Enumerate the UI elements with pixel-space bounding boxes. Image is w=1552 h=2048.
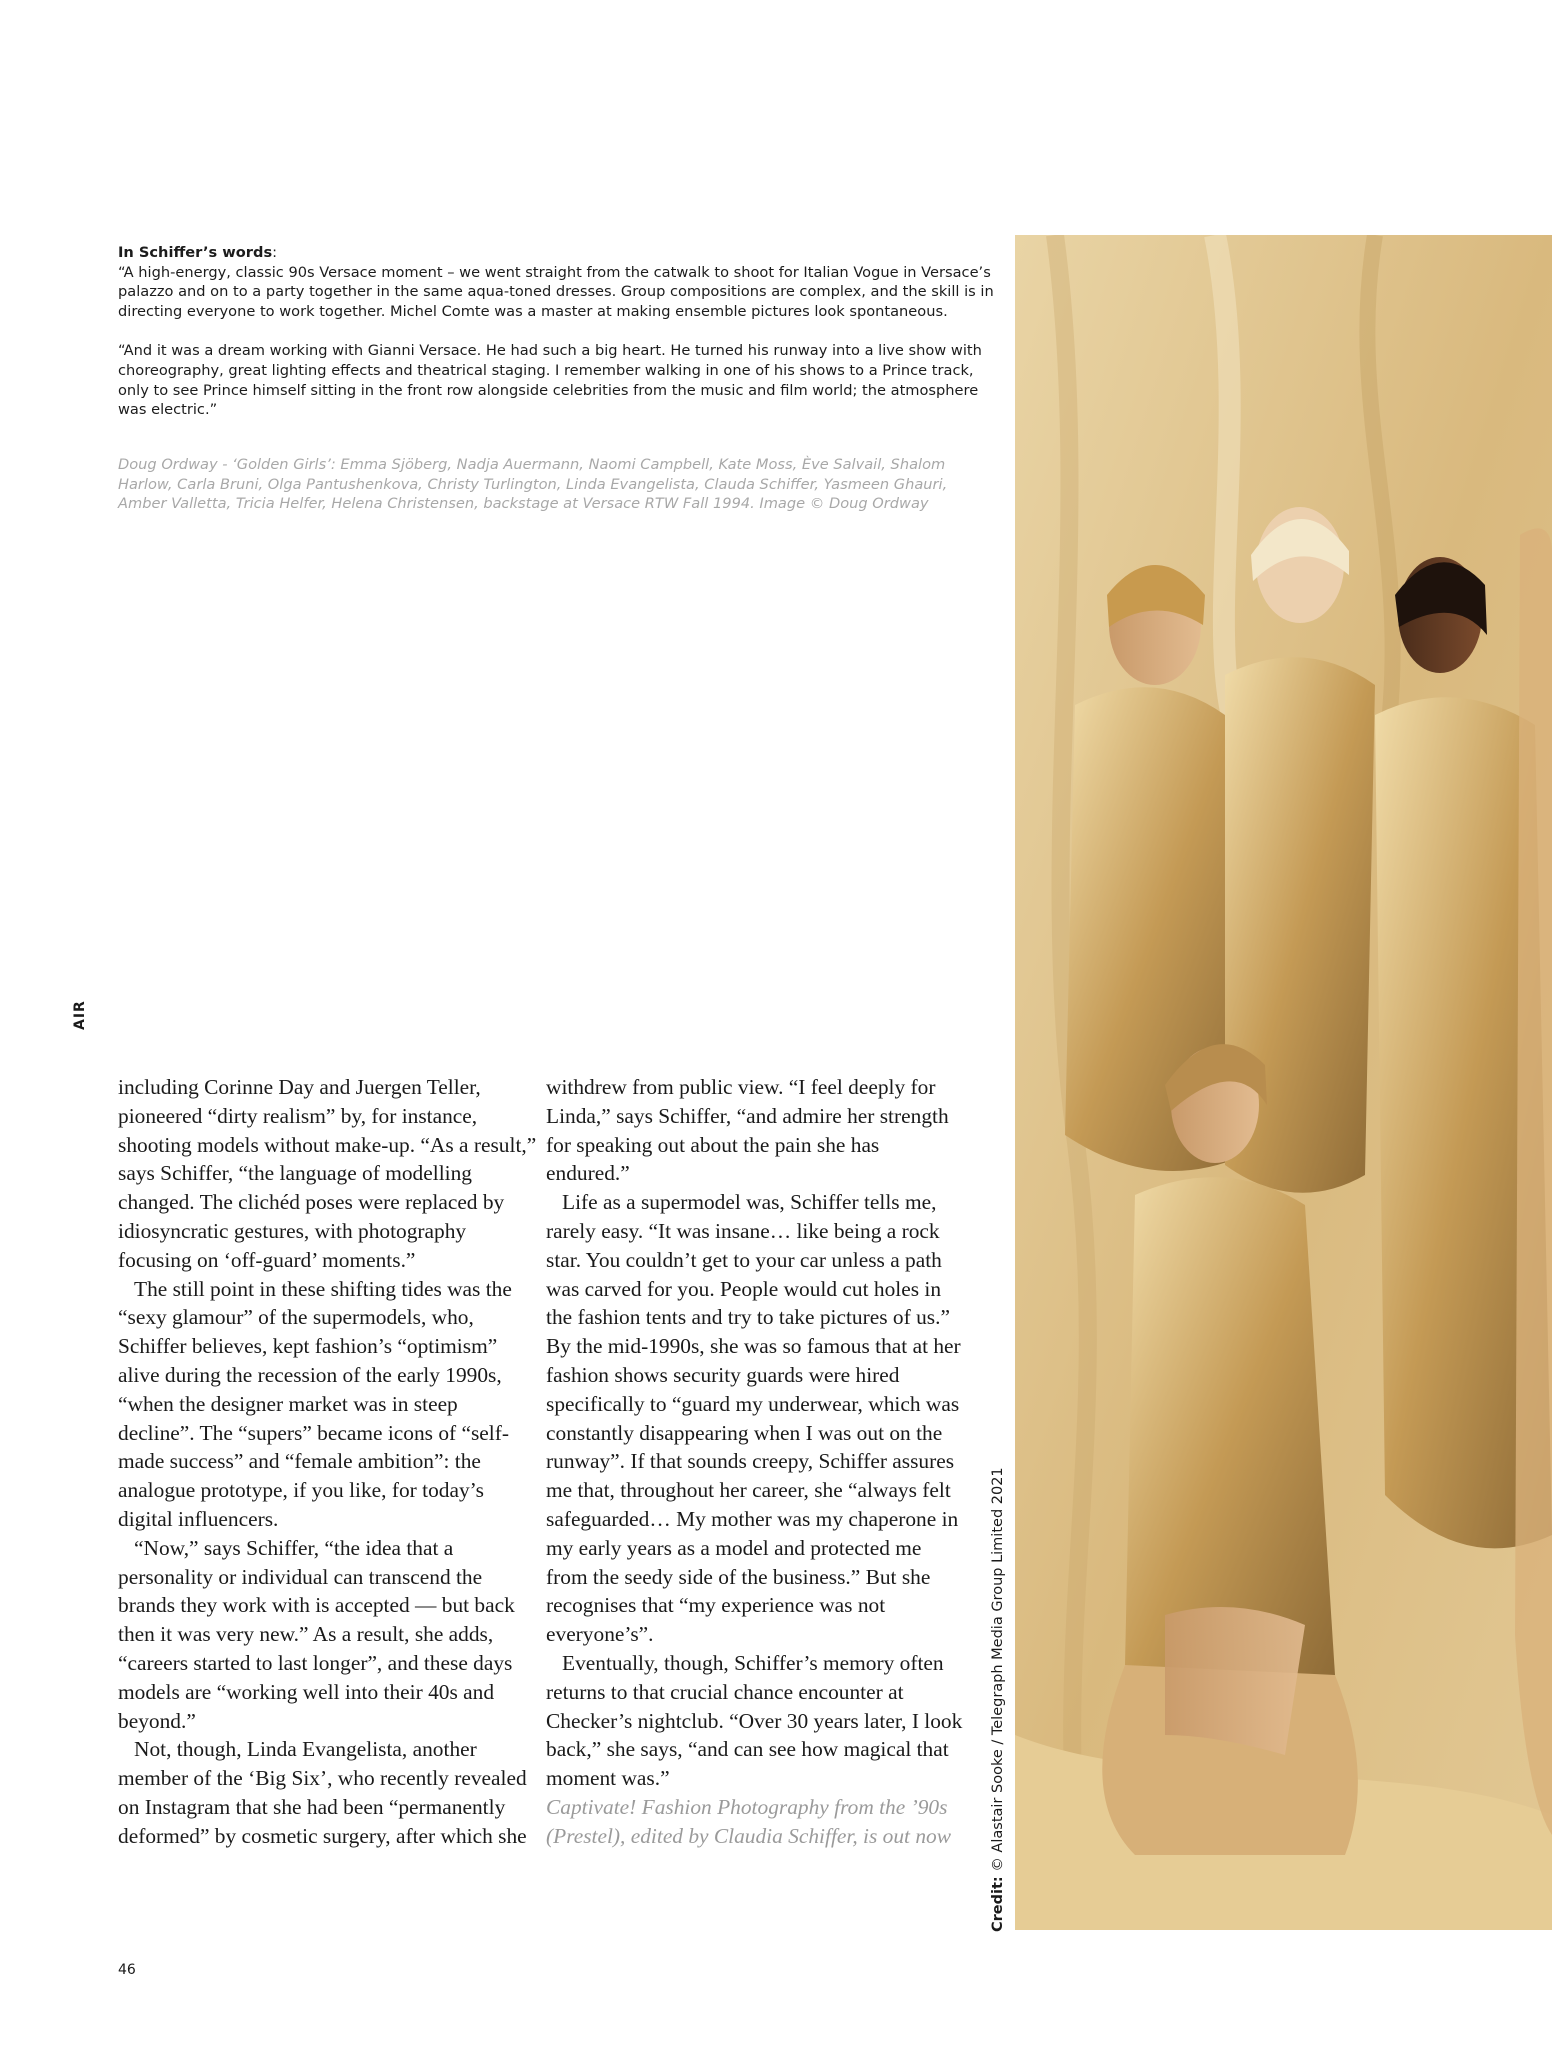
- credit-label: Credit:: [990, 1876, 1006, 1932]
- article-paragraph: Eventually, though, Schiffer’s memory often returns to that crucial chance encounter at Checker’s nightclub. “Over 30 years later, I look back,” she says, “and can see how magical that moment was.”: [546, 1650, 963, 1791]
- article-column-right: [546, 1073, 966, 1851]
- article-column-left: [118, 1073, 538, 1851]
- caption-heading-colon: :: [272, 244, 278, 261]
- article-paragraph: The still point in these shifting tides was the “sexy glamour” of the supermodels, who, Schiffer believes, kept fashion’s “optimism” alive during the recession of the early 1990s, “when the designer market was in steep decline”. The “supers” became icons of “self-made success” and “female ambition”: the analogue prototype, if you like, for today’s digital influencers.: [118, 1276, 512, 1531]
- golden-models-photo-illustration: [1015, 235, 1552, 1930]
- section-label: AIR: [72, 1000, 88, 1030]
- book-note: Captivate! Fashion Photography from the ’90s (Prestel), edited by Claudia Schiffer, is out now: [546, 1794, 951, 1848]
- fashion-photo: [1015, 235, 1552, 1930]
- credit-text: © Alastair Sooke / Telegraph Media Group Limited 2021: [990, 1467, 1006, 1877]
- caption-quote-1: “A high-energy, classic 90s Versace moment – we went straight from the catwalk to shoot for Italian Vogue in Versace’s palazzo and on to a party together in the same aqua-toned dresses. Group compositions are complex, and the skill is in directing everyone to work together. Michel Comte was a master at making ensemble pictures look spontaneous.: [118, 263, 994, 320]
- article-paragraph: including Corinne Day and Juergen Teller, pioneered “dirty realism” by, for instance, shooting models without make-up. “As a result,” says Schiffer, “the language of modelling changed. The clichéd poses were replaced by idiosyncratic gestures, with photography focusing on ‘off-guard’ moments.”: [118, 1075, 537, 1272]
- caption-heading-line: [118, 243, 998, 263]
- article-paragraph: withdrew from public view. “I feel deeply for Linda,” says Schiffer, “and admire her strength for speaking out about the pain she has endured.”: [546, 1075, 949, 1186]
- article-paragraph: Life as a supermodel was, Schiffer tells me, rarely easy. “It was insane… like being a rock star. You couldn’t get to your car unless a path was carved for you. People would cut holes in the fashion tents and try to take pictures of us.” By the mid-1990s, she was so famous that at her fashion shows security guards were hired specifically to “guard my underwear, which was constantly disappearing when I was out on the runway”. If that sounds creepy, Schiffer assures me that, throughout her career, she “always felt safeguarded… My mother was my chaperone in my early years as a model and protected me from the seedy side of the business.” But she recognises that “my experience was not everyone’s”.: [546, 1190, 961, 1647]
- caption-quote-2: “And it was a dream working with Gianni Versace. He had such a big heart. He turned his runway into a live show with choreography, great lighting effects and theatrical staging. I remember walking in one of his shows to a Prince track, only to see Prince himself sitting in the front row alongside celebrities from the music and film world; the atmosphere was electric.”: [118, 342, 982, 419]
- photo-attribution: Doug Ordway - ‘Golden Girls’: Emma Sjöberg, Nadja Auermann, Naomi Campbell, Kate Moss, Ève Salvail, Shalom Harlow, Carla Bruni, Olga Pantushenkova, Christy Turlington, Linda Evangelista, Clauda Schiffer, Yasmeen Ghauri, Amber Valletta, Tricia Helfer, Helena Christensen, backstage at Versace RTW Fall 1994. Image © Doug Ordway: [118, 456, 948, 513]
- photo-credit-vertical: [990, 1467, 1006, 1932]
- page-number: 46: [118, 1962, 136, 1978]
- article-paragraph: Not, though, Linda Evangelista, another member of the ‘Big Six’, who recently revealed on Instagram that she had been “permanently deformed” by cosmetic surgery, after which she: [118, 1737, 527, 1848]
- caption-heading: In Schiffer’s words: [118, 244, 273, 261]
- article-paragraph: “Now,” says Schiffer, “the idea that a personality or individual can transcend the brands they work with is accepted — but back then it was very new.” As a result, she adds, “careers started to last longer”, and these days models are “working well into their 40s and beyond.”: [118, 1535, 515, 1733]
- photo-caption: [118, 243, 998, 420]
